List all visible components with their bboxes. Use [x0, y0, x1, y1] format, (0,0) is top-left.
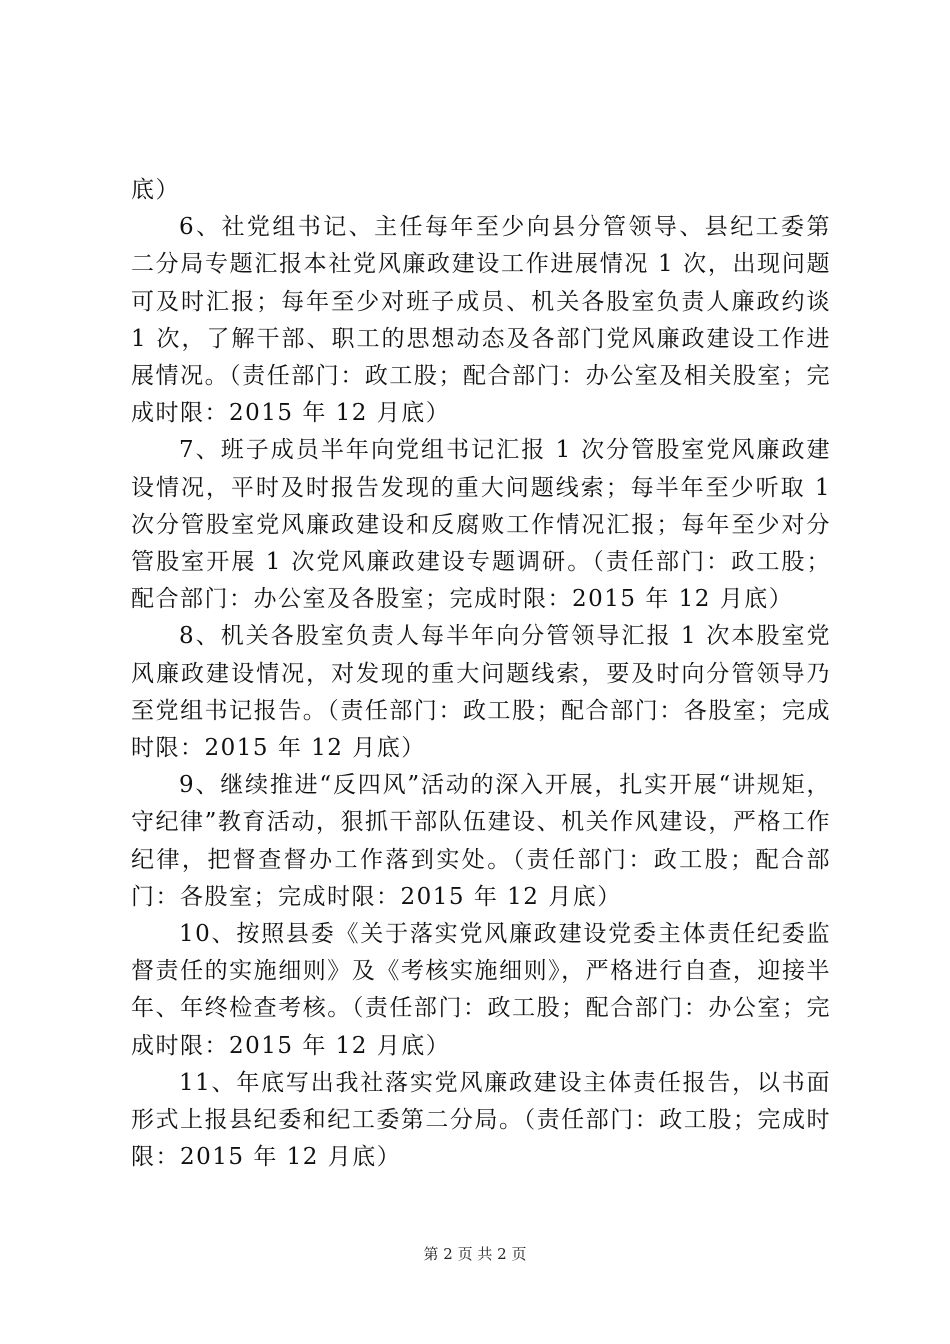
paragraph-item-10: 10、按照县委《关于落实党风廉政建设党委主体责任纪委监督责任的实施细则》及《考核实施细则》，严格进行自查，迎接半年、年终检查考核。（责任部门：政工股；配合部门：办公室；完成时限：2015 年 12 月底） — [131, 921, 831, 1059]
paragraph-item-6: 6、社党组书记、主任每年至少向县分管领导、县纪工委第二分局专题汇报本社党风廉政建设工作进展情况 1 次，出现问题可及时汇报；每年至少对班子成员、机关各股室负责人廉政约谈 1 次，了解干部、职工的思想动态及各部门党风廉政建设工作进展情况。（责任部门：政工股；配合部门：办公室及相关股室；完成时限：2015 年 12 月底） — [131, 214, 831, 427]
paragraph-item-9: 9、继续推进“反四风”活动的深入开展，扎实开展“讲规矩，守纪律”教育活动，狠抓干部队伍建设、机关作风建设，严格工作纪律，把督查督办工作落到实处。（责任部门：政工股；配合部门：各股室；完成时限：2015 年 12 月底） — [131, 772, 831, 910]
paragraph-continuation: 底） — [131, 177, 180, 203]
page-footer: 第 2 页 共 2 页 — [423, 1245, 527, 1263]
paragraph-item-7: 7、班子成员半年向党组书记汇报 1 次分管股室党风廉政建设情况，平时及时报告发现的重大问题线索；每半年至少听取 1 次分管股室党风廉政建设和反腐败工作情况汇报；每年至少对分管股室开展 1 次党风廉政建设专题调研。（责任部门：政工股；配合部门：办公室及各股室；完成时限：2015 年 12 月底） — [131, 437, 831, 613]
document-body — [131, 172, 831, 1176]
paragraph-item-11: 11、年底写出我社落实党风廉政建设主体责任报告，以书面形式上报县纪委和纪工委第二分局。（责任部门：政工股；完成时限：2015 年 12 月底） — [131, 1069, 831, 1171]
paragraph-item-8: 8、机关各股室负责人每半年向分管领导汇报 1 次本股室党风廉政建设情况，对发现的重大问题线索，要及时向分管领导乃至党组书记报告。（责任部门：政工股；配合部门：各股室；完成时限：2015 年 12 月底） — [131, 623, 831, 762]
